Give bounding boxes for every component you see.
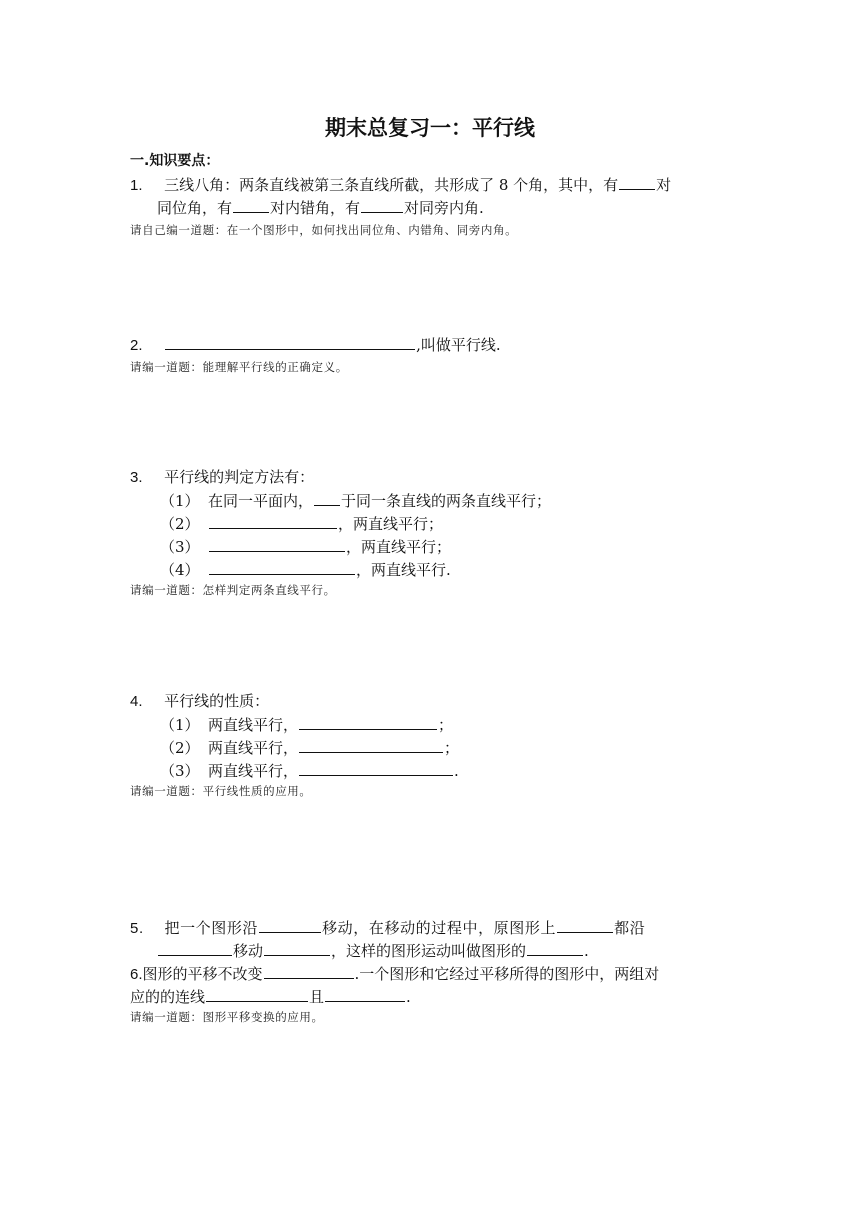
item-text: 于同一条直线的两条直线平行； [341, 492, 552, 510]
question-6-line-2 [130, 985, 411, 1008]
item-text: . [454, 762, 459, 780]
question-6-line-1 [130, 962, 659, 986]
question-6-text: .一个图形和它经过平移所得的图形中，两组对 [354, 965, 660, 983]
question-4-heading [130, 690, 269, 713]
answer-blank[interactable] [158, 939, 232, 956]
item-number: （1） [160, 492, 200, 510]
answer-blank[interactable] [299, 713, 437, 730]
answer-blank[interactable] [264, 939, 330, 956]
answer-blank[interactable] [233, 196, 269, 213]
question-2-number: 2. [130, 337, 143, 354]
question-4-note: 请编一道题：平行线性质的应用。 [130, 784, 312, 798]
question-4-item-1 [160, 713, 453, 736]
question-4-item-3 [160, 759, 459, 782]
answer-blank[interactable] [264, 962, 354, 979]
item-text: ； [444, 739, 460, 757]
question-5-text: 移动 [233, 942, 264, 960]
question-6-text: 应的的连线 [130, 988, 206, 1006]
question-4-text: 平行线的性质： [164, 692, 270, 710]
question-5-line-2 [157, 939, 589, 962]
answer-blank[interactable] [209, 535, 345, 552]
question-3-item-3 [160, 535, 451, 558]
item-text: ，两直线平行. [356, 561, 451, 579]
item-number: （2） [160, 515, 200, 533]
answer-blank[interactable] [314, 489, 340, 506]
section-heading: 一.知识要点： [130, 153, 220, 169]
question-5-line-1 [130, 916, 645, 940]
question-5-text: . [584, 942, 589, 960]
item-number: （2） [160, 739, 200, 757]
question-5-text: ，这样的图形运动叫做图形的 [331, 942, 527, 960]
question-2-note: 请编一道题：能理解平行线的正确定义。 [130, 360, 348, 374]
question-3-item-2 [160, 512, 443, 535]
answer-blank[interactable] [259, 916, 321, 933]
question-5-text: 把一个图形沿 [164, 919, 259, 937]
item-text: 两直线平行， [208, 762, 299, 780]
question-1-text: 对 [656, 176, 672, 194]
question-6-note: 请编一道题：图形平移变换的应用。 [130, 1010, 324, 1024]
question-3-text: 平行线的判定方法有： [164, 468, 315, 486]
question-5-text: 移动，在移动的过程中，原图形上 [322, 919, 557, 937]
question-6-number: 6. [130, 966, 143, 983]
question-3-item-4 [160, 558, 451, 581]
item-text: 两直线平行， [208, 716, 299, 734]
question-1-line-2 [157, 196, 484, 219]
question-3-note: 请编一道题：怎样判定两条直线平行。 [130, 583, 336, 597]
item-text: ，两直线平行； [338, 515, 444, 533]
item-text: 两直线平行， [208, 739, 299, 757]
item-text: ； [438, 716, 454, 734]
question-5-text: 都沿 [614, 919, 646, 937]
question-1-text: 对内错角，有 [270, 199, 361, 217]
answer-blank[interactable] [361, 196, 403, 213]
question-6-text: 图形的平移不改变 [142, 965, 263, 983]
item-number: （3） [160, 538, 200, 556]
question-1-note: 请自己编一道题：在一个图形中，如何找出同位角、内错角、同旁内角。 [130, 223, 518, 237]
question-2-text: ,叫做平行线. [416, 336, 501, 354]
question-4-item-2 [160, 736, 459, 759]
item-number: （1） [160, 716, 200, 734]
answer-blank[interactable] [209, 512, 337, 529]
question-1-number: 1. [130, 177, 143, 194]
answer-blank[interactable] [557, 916, 613, 933]
item-number: （4） [160, 561, 200, 579]
answer-blank[interactable] [325, 985, 405, 1002]
page-title: 期末总复习一：平行线 [325, 116, 535, 140]
question-3-heading [130, 466, 314, 489]
question-1-text: 对同旁内角. [404, 199, 484, 217]
answer-blank[interactable] [299, 736, 443, 753]
question-1-text: 三线八角：两条直线被第三条直线所截，共形成了 8 个角，其中，有 [164, 176, 619, 194]
question-6-text: . [406, 988, 411, 1006]
question-5-number: 5. [130, 920, 144, 937]
answer-blank[interactable] [527, 939, 583, 956]
question-4-number: 4. [130, 693, 143, 710]
item-text: 在同一平面内， [208, 492, 314, 510]
answer-blank[interactable] [619, 173, 655, 190]
answer-blank[interactable] [165, 333, 415, 350]
question-1-line-1 [130, 173, 671, 197]
question-6-text: 且 [309, 988, 325, 1006]
question-3-item-1 [160, 489, 551, 512]
question-1-text: 同位角，有 [157, 199, 233, 217]
question-2-line [130, 333, 501, 357]
item-text: ，两直线平行； [346, 538, 452, 556]
question-3-number: 3. [130, 469, 143, 486]
answer-blank[interactable] [206, 985, 308, 1002]
answer-blank[interactable] [299, 759, 453, 776]
answer-blank[interactable] [209, 558, 355, 575]
item-number: （3） [160, 762, 200, 780]
